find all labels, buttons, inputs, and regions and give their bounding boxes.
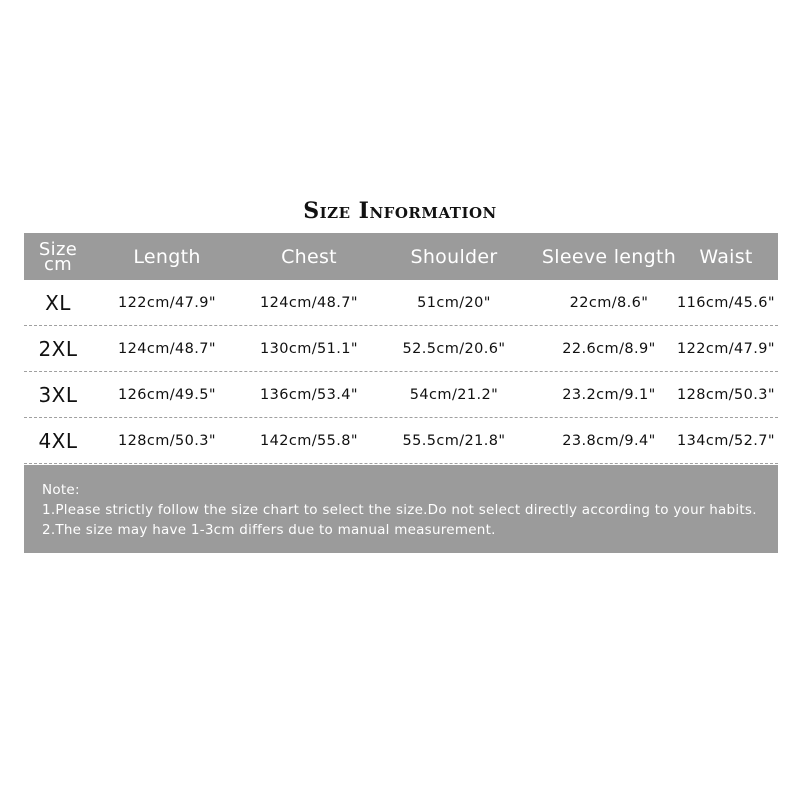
table-row xyxy=(24,280,778,326)
sleeve-cell: 23.2cm/9.1" xyxy=(562,386,656,403)
length-cell: 124cm/48.7" xyxy=(117,340,216,357)
waist-cell: 128cm/50.3" xyxy=(676,386,775,403)
table-row xyxy=(24,372,778,418)
waist-cell: 122cm/47.9" xyxy=(676,340,775,357)
chest-cell: 130cm/51.1" xyxy=(259,340,358,357)
header-shoulder: Shoulder xyxy=(410,245,498,268)
page-title: Size Information xyxy=(303,198,497,224)
shoulder-cell: 54cm/21.2" xyxy=(409,386,499,403)
header-sleeve-length: Sleeve length xyxy=(541,245,677,268)
shoulder-cell: 52.5cm/20.6" xyxy=(402,340,506,357)
size-cell: 2XL xyxy=(38,336,78,361)
length-cell: 122cm/47.9" xyxy=(117,294,216,311)
size-cell: XL xyxy=(45,290,71,315)
table-header-row xyxy=(24,233,778,280)
header-size xyxy=(24,233,92,280)
waist-cell: 116cm/45.6" xyxy=(676,294,775,311)
sleeve-cell: 22.6cm/8.9" xyxy=(562,340,656,357)
header-length: Length xyxy=(133,245,201,268)
note-line-2: 2.The size may have 1-3cm differs due to manual measurement. xyxy=(42,522,496,538)
header-chest: Chest xyxy=(281,245,337,268)
size-table xyxy=(24,233,778,464)
note-line-1: 1.Please strictly follow the size chart to select the size.Do not select directly according to your habits. xyxy=(42,502,757,518)
shoulder-cell: 55.5cm/21.8" xyxy=(402,432,506,449)
header-size-unit: cm xyxy=(43,253,73,275)
sleeve-cell: 23.8cm/9.4" xyxy=(562,432,656,449)
chest-cell: 124cm/48.7" xyxy=(259,294,358,311)
note-box xyxy=(24,465,778,553)
shoulder-cell: 51cm/20" xyxy=(417,294,491,311)
chest-cell: 142cm/55.8" xyxy=(259,432,358,449)
length-cell: 128cm/50.3" xyxy=(117,432,216,449)
note-label: Note: xyxy=(42,482,80,498)
length-cell: 126cm/49.5" xyxy=(117,386,216,403)
waist-cell: 134cm/52.7" xyxy=(676,432,775,449)
sleeve-cell: 22cm/8.6" xyxy=(569,294,649,311)
header-size-label: Size xyxy=(38,238,78,260)
size-cell: 3XL xyxy=(38,382,78,407)
chest-cell: 136cm/53.4" xyxy=(259,386,358,403)
table-row xyxy=(24,326,778,372)
size-cell: 4XL xyxy=(38,428,78,453)
header-waist: Waist xyxy=(699,245,753,268)
table-row xyxy=(24,418,778,464)
